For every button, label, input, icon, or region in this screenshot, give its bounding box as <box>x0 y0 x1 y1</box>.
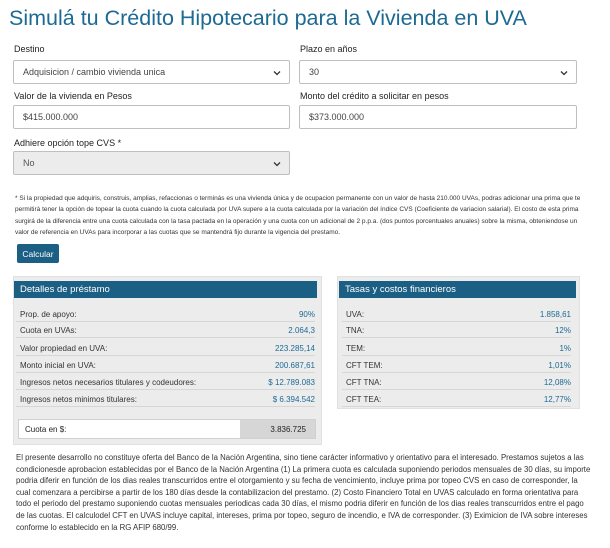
rate-row <box>342 358 571 373</box>
cvs-note: * Si la propiedad que adquiris, construis, amplias, refaccionas o terminás es una vivienda única y de ocupacion permanente con un valor de hasta 210.000 UVAs, podras adicionar una prima que te permitirá tener la opción de topear la cuota cuando la cuota calculada por UVA supere a la cuota calculada por la variación del índice CVS (Coeficiente de variacion salarial). El costo de esta prima surgirá de la diferencia entre una cuota calculada con la tasa pactada en la operación y una cuota con un adicional de 2 p.p.a. (dos puntos porcentuales anuales) sobre la misma, obteniendose un valor de referencia en UVAs para incorporar a las cuotas que se mantendrá fijo durante la vigencia del prestamo. <box>15 195 581 237</box>
loan-row-value: 2.064,3 <box>288 325 315 335</box>
valor-vivienda-input[interactable] <box>13 105 290 129</box>
rate-row-label: TNA: <box>346 325 365 335</box>
chevron-down-icon <box>272 159 282 169</box>
cvs-label: Adhiere opción tope CVS * <box>14 138 122 148</box>
cuota-label: Cuota en $: <box>25 424 67 434</box>
destino-value: Adquisicion / cambio vivienda unica <box>23 67 166 77</box>
loan-row <box>16 358 315 373</box>
rate-row-label: CFT TEM: <box>346 360 383 370</box>
rate-row-label: UVA: <box>346 309 365 319</box>
loan-row-value: 200.687,61 <box>274 360 315 370</box>
loan-row <box>16 341 315 356</box>
chevron-down-icon <box>272 68 282 78</box>
rate-row-value: 1% <box>559 343 571 353</box>
rate-row-label: TEM: <box>346 343 366 353</box>
calcular-button[interactable]: Calcular <box>17 244 59 263</box>
loan-details-header: Detalles de préstamo <box>14 281 317 298</box>
rate-row-value: 12% <box>554 325 571 335</box>
rate-row <box>342 375 571 390</box>
cvs-select[interactable] <box>13 151 290 175</box>
valor-vivienda-label: Valor de la vivienda en Pesos <box>14 91 132 101</box>
rate-row-label: CFT TNA: <box>346 377 382 387</box>
rate-row-value: 1.858,61 <box>539 309 571 319</box>
rate-row-value: 12,77% <box>543 394 571 404</box>
rate-row-value: 12,08% <box>543 377 571 387</box>
loan-row-label: Valor propiedad en UVA: <box>20 343 108 353</box>
loan-row-label: Prop. de apoyo: <box>20 309 77 319</box>
cvs-value: No <box>23 158 35 168</box>
plazo-select[interactable] <box>299 60 577 84</box>
rate-row-value: 1,01% <box>548 360 571 370</box>
rate-row <box>342 323 571 338</box>
rate-row <box>342 307 571 322</box>
loan-row-value: 223.285,14 <box>274 343 315 353</box>
loan-row <box>16 307 315 322</box>
loan-row-value: 90% <box>298 309 315 319</box>
chevron-down-icon <box>559 68 569 78</box>
plazo-value: 30 <box>309 67 320 77</box>
rate-row <box>342 341 571 356</box>
rate-row <box>342 392 571 407</box>
loan-row-value: $ 12.789.083 <box>268 377 315 387</box>
rates-header: Tasas y costos financieros <box>339 281 576 298</box>
cuota-value: 3.836.725 <box>240 420 315 438</box>
loan-row-label: Ingresos netos necesarios titulares y codeudores: <box>20 377 197 387</box>
loan-row-value: $ 6.394.542 <box>272 394 315 404</box>
loan-row-label: Monto inicial en UVA: <box>20 360 96 370</box>
disclaimer-text: El presente desarrollo no constituye oferta del Banco de la Nación Argentina, sino tiene carácter informativo y orientativo para el interesado. Prestamos sujetos a las condicionesde aprobacion establecidas por el Banco de la Nación Argentina (1) La primera cuota es calculada suponiendo periodos mensuales de 30 días, su importe podria diferir en función de los dias reales transcurridos entre el otorgamiento y su fecha de vencimiento, incluye prima por topeo CVS en caso de corresponder, la cual comenzara a percibirse a partir de los 180 días desde la contabilizacion del prestamo. (2) Costo Financiero Total en UVAS calculado en forma orientativa para todo el periodo del prestamo suponiendo cuotas mensuales periodicas cada 30 días, el mismo podria diferir en función de los dias reales transcurridos entre el pago de las cuotas. El calculodel CFT en UVAS incluye capital, intereses, prima por topeo, seguro de incendio, e IVA de corresponder. (3) Eximicion de IVA sobre intereses conforme lo establecido en la RG AFIP 680/99. <box>16 453 591 532</box>
monto-credito-value: $373.000.000 <box>309 112 365 122</box>
loan-row <box>16 375 315 390</box>
loan-row <box>16 392 315 407</box>
destino-select[interactable] <box>13 60 290 84</box>
loan-row <box>16 323 315 338</box>
destino-label: Destino <box>14 44 45 54</box>
loan-row-label: Cuota en UVAs: <box>20 325 77 335</box>
plazo-label: Plazo en años <box>300 44 358 54</box>
rate-row-label: CFT TEA: <box>346 394 382 404</box>
loan-row-label: Ingresos netos minimos titulares: <box>20 394 137 404</box>
monto-credito-input[interactable] <box>299 105 577 129</box>
cuota-box <box>18 419 316 439</box>
valor-vivienda-value: $415.000.000 <box>23 112 79 122</box>
page-title: Simulá tu Crédito Hipotecario para la Vivienda en UVA <box>9 6 527 30</box>
monto-credito-label: Monto del crédito a solicitar en pesos <box>300 91 449 101</box>
